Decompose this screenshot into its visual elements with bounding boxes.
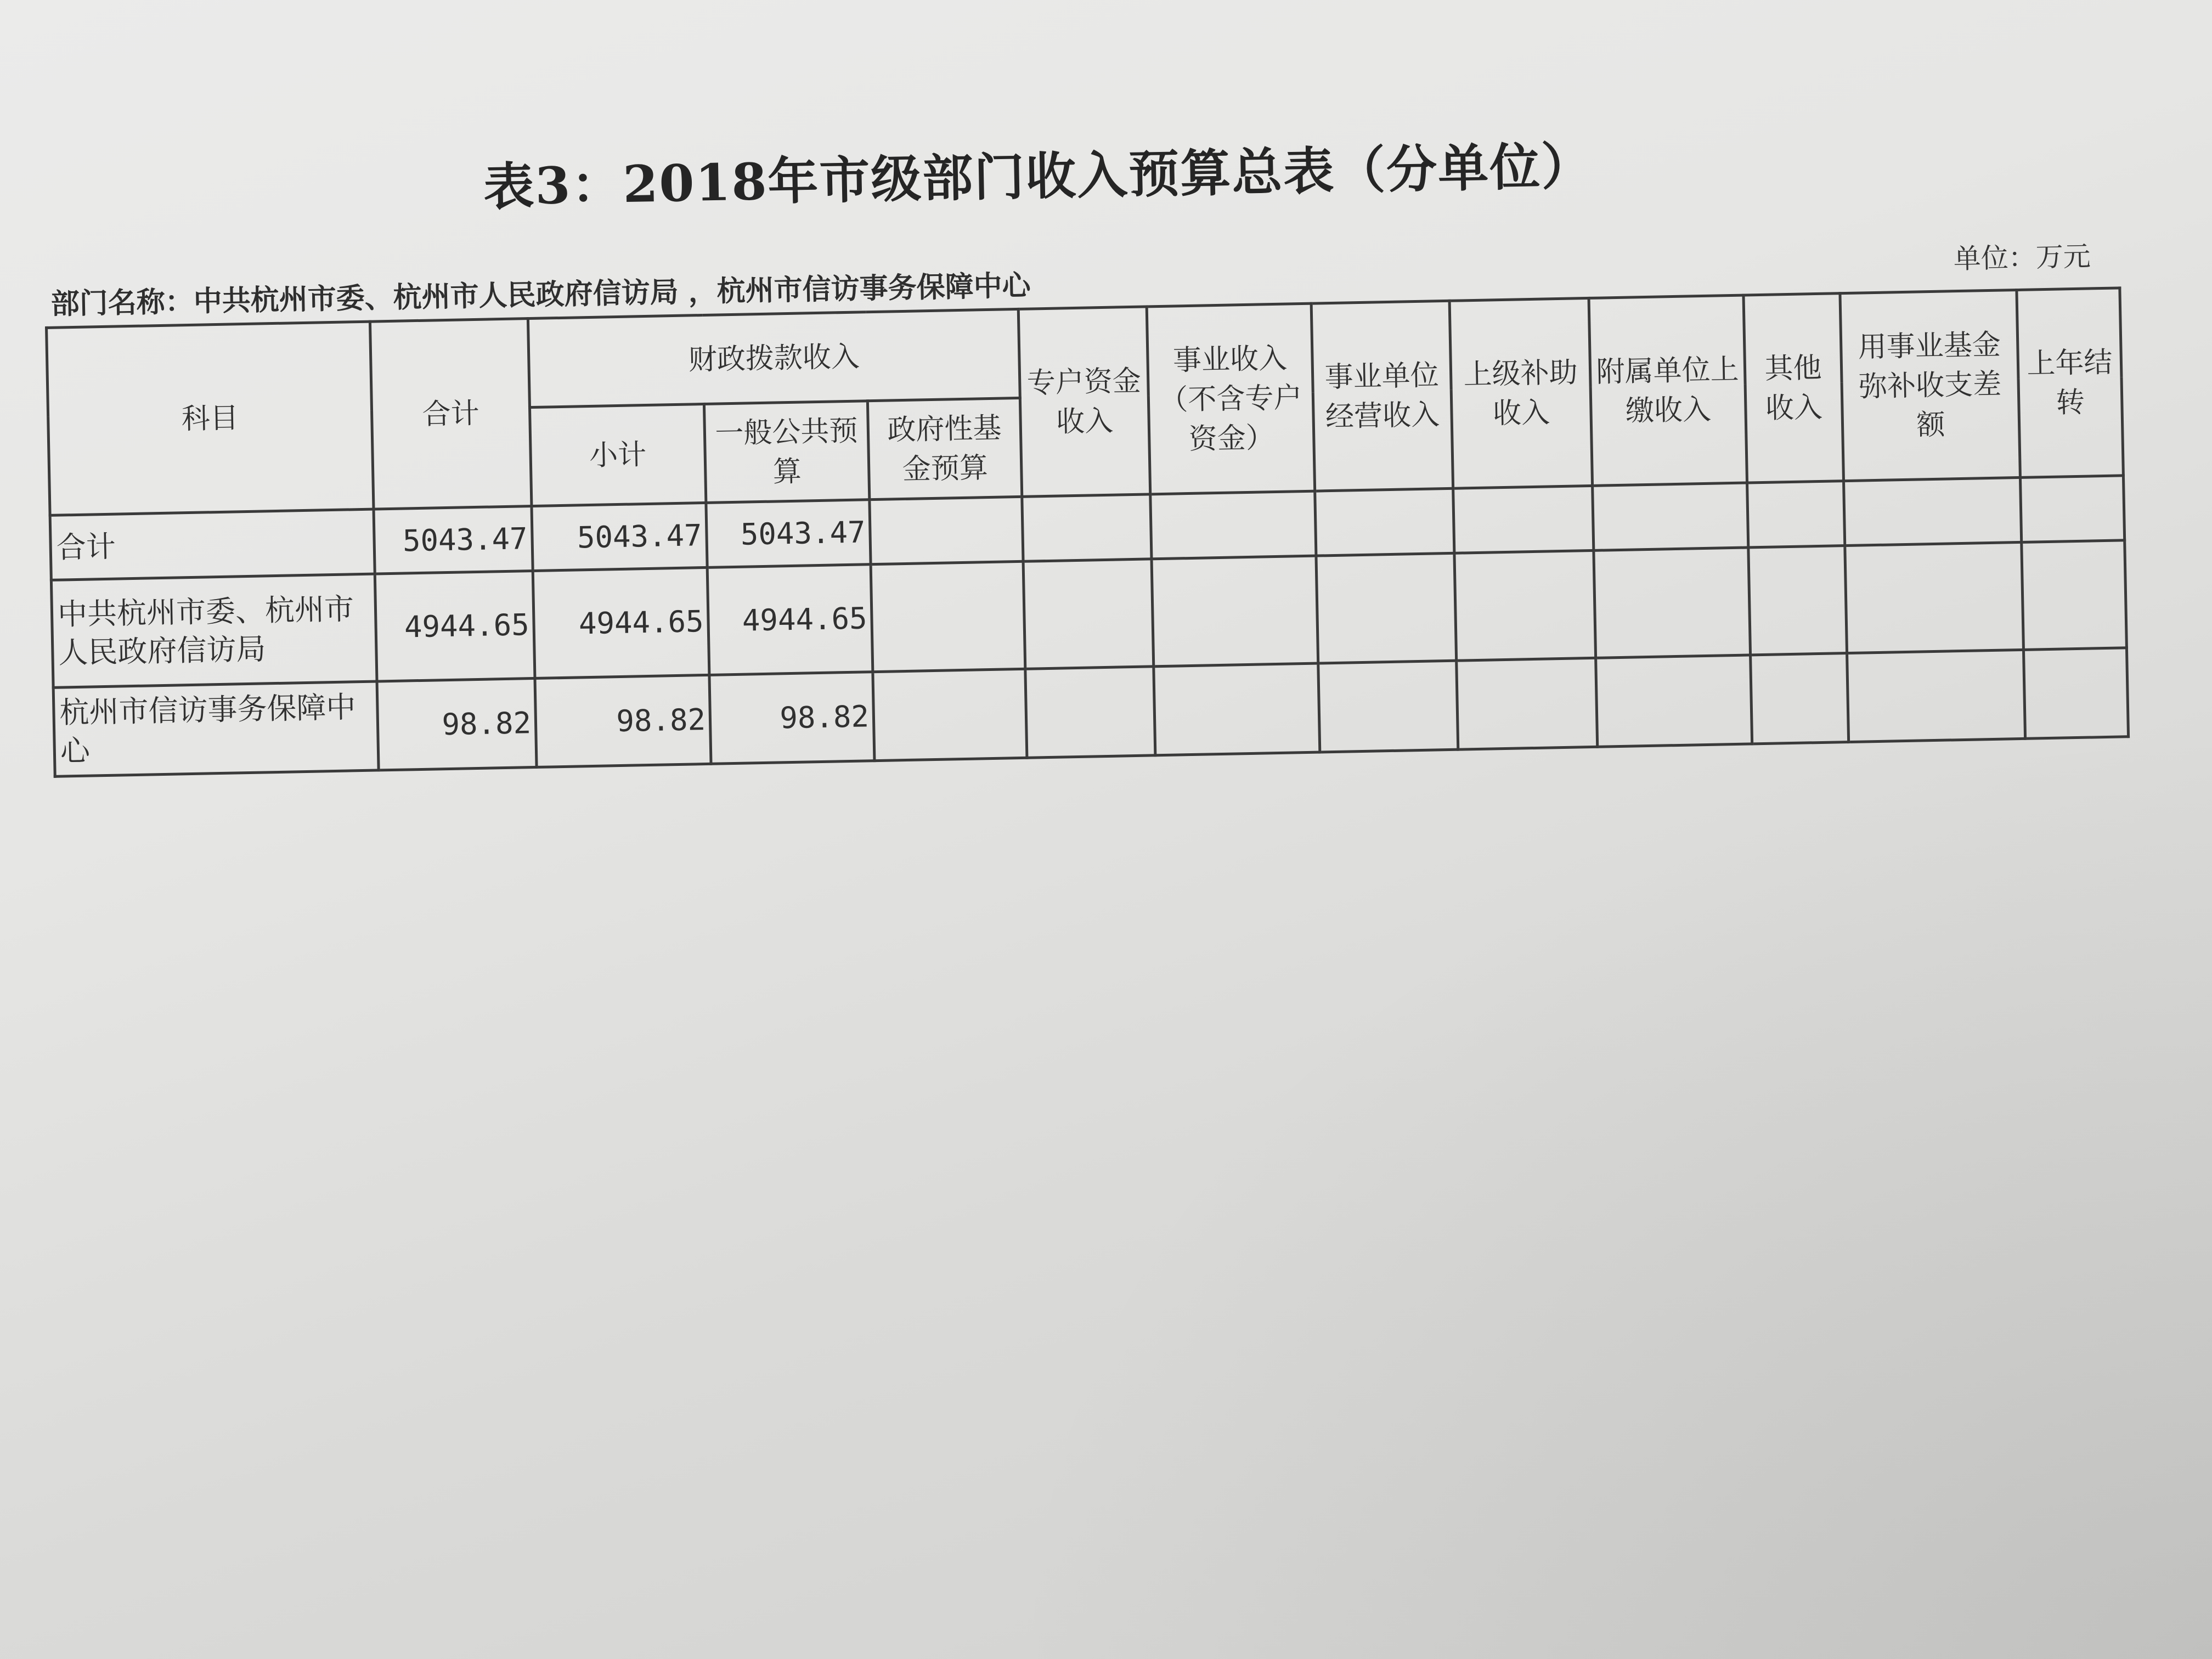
cell-total: 98.82 (377, 678, 537, 770)
header-fiscal-gov-fund: 政府性基金预算 (867, 398, 1022, 499)
cell-gov-fund (870, 496, 1023, 564)
cell-special-funds (1022, 494, 1152, 561)
cell-subtotal: 5043.47 (532, 503, 707, 571)
cell-carryover (2022, 540, 2127, 650)
header-other-income: 其他收入 (1743, 294, 1844, 483)
header-superior-subsidy: 上级补助收入 (1449, 298, 1593, 488)
cell-fund-offset (1845, 542, 2024, 653)
cell-carryover (2023, 648, 2128, 739)
row-label: 合计 (50, 509, 375, 580)
cell-superior-subsidy (1457, 658, 1598, 749)
header-fiscal-general: 一般公共预算 (704, 401, 869, 503)
header-operating-income: 事业单位经营收入 (1311, 301, 1453, 491)
header-business-income: 事业收入（不含专户资金） (1147, 303, 1315, 494)
cell-operating-income (1315, 488, 1454, 556)
cell-general: 5043.47 (706, 500, 871, 568)
cell-superior-subsidy (1454, 550, 1596, 661)
header-carryover: 上年结转 (2017, 288, 2124, 478)
cell-business-income (1152, 556, 1318, 667)
department-label: 部门名称：中共杭州市委、杭州市人民政府信访局 ，杭州市信访事务保障中心 (50, 268, 1031, 321)
cell-other-income (1748, 546, 1847, 655)
cell-special-funds (1023, 559, 1154, 669)
budget-table-wrapper (45, 286, 2130, 778)
cell-other-income (1751, 653, 1849, 744)
header-subject: 科目 (47, 321, 374, 515)
row-label: 杭州市信访事务保障中心 (53, 681, 379, 776)
header-fund-offset: 用事业基金弥补收支差额 (1840, 290, 2021, 481)
header-fiscal-group: 财政拨款收入 (528, 309, 1020, 407)
header-fiscal-subtotal: 小计 (529, 404, 706, 506)
cell-operating-income (1318, 661, 1458, 752)
row-label: 中共杭州市委、杭州市人民政府信访局 (51, 574, 377, 687)
page-title: 表3：2018年市级部门收入预算总表（分单位） (483, 136, 1594, 217)
cell-subtotal: 4944.65 (533, 567, 709, 678)
paper-shadow (1005, 726, 2212, 1659)
header-special-funds: 专户资金收入 (1018, 307, 1150, 496)
cell-carryover (2020, 476, 2124, 543)
header-affiliated-income: 附属单位上缴收入 (1589, 295, 1747, 486)
cell-total: 5043.47 (374, 506, 533, 574)
cell-other-income (1747, 481, 1845, 548)
cell-special-funds (1025, 667, 1155, 758)
cell-affiliated-income (1593, 483, 1748, 550)
cell-total: 4944.65 (375, 571, 535, 681)
cell-general: 98.82 (709, 672, 874, 764)
budget-table (45, 286, 2130, 778)
cell-business-income (1154, 663, 1320, 755)
cell-affiliated-income (1596, 655, 1752, 747)
cell-fund-offset (1844, 477, 2022, 545)
cell-superior-subsidy (1453, 486, 1594, 553)
cell-general: 4944.65 (707, 565, 873, 675)
cell-fund-offset (1847, 650, 2025, 742)
cell-gov-fund (871, 561, 1025, 672)
cell-operating-income (1316, 553, 1457, 663)
cell-gov-fund (873, 669, 1027, 760)
header-total: 合计 (370, 319, 532, 509)
cell-affiliated-income (1594, 548, 1751, 658)
cell-business-income (1150, 491, 1316, 559)
unit-label: 单位：万元 (1953, 240, 2091, 275)
cell-subtotal: 98.82 (535, 675, 711, 767)
